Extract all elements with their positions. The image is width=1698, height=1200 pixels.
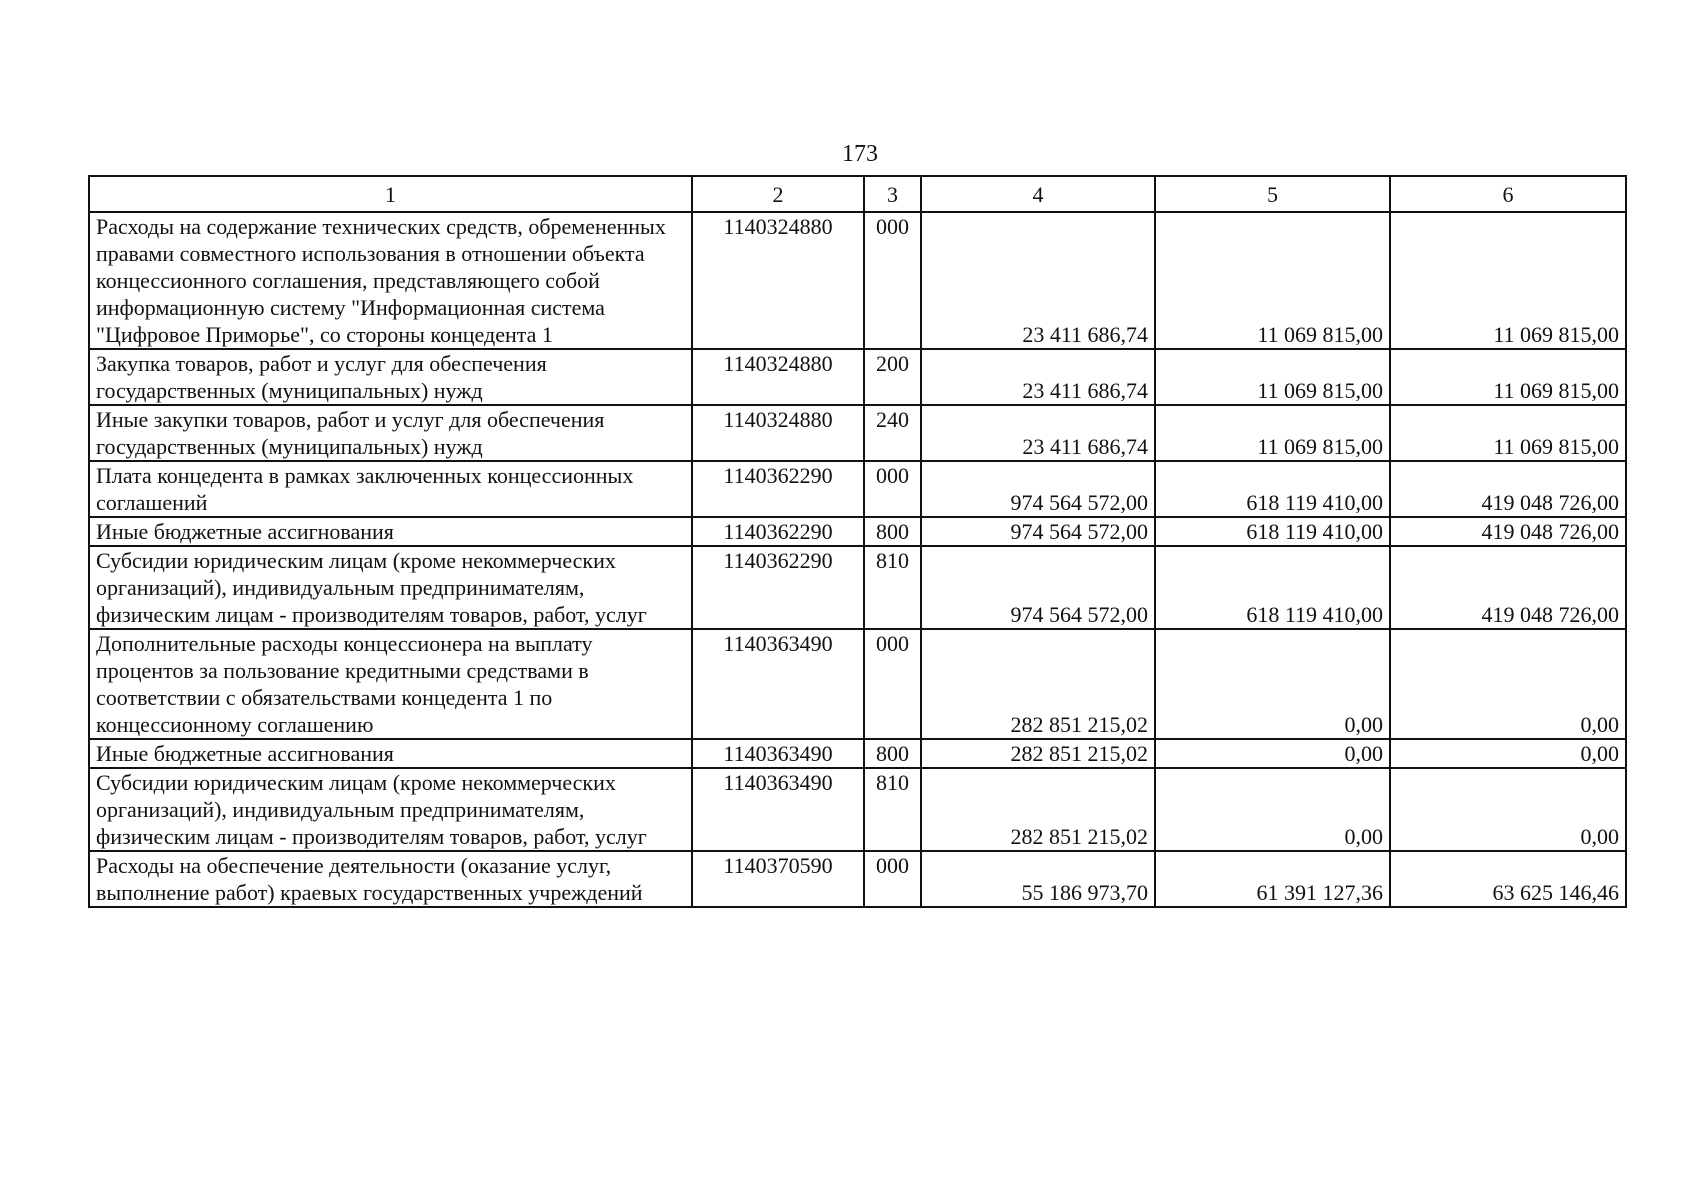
expense-name-cell: Иные бюджетные ассигнования <box>89 517 692 546</box>
column-header-1: 1 <box>89 176 692 212</box>
target-code-cell: 1140363490 <box>692 768 864 851</box>
column-header-2: 2 <box>692 176 864 212</box>
amount-col5-cell: 61 391 127,36 <box>1155 851 1390 907</box>
expense-name-cell: Плата концедента в рамках заключенных концессионных соглашений <box>89 461 692 517</box>
amount-col4-cell: 974 564 572,00 <box>921 546 1155 629</box>
amount-col6-cell: 63 625 146,46 <box>1390 851 1626 907</box>
amount-col5-cell: 11 069 815,00 <box>1155 349 1390 405</box>
amount-col6-cell: 11 069 815,00 <box>1390 405 1626 461</box>
target-code-cell: 1140362290 <box>692 517 864 546</box>
amount-col5-cell: 0,00 <box>1155 629 1390 739</box>
budget-table <box>88 175 1627 908</box>
expense-type-cell: 000 <box>864 851 921 907</box>
target-code-cell: 1140363490 <box>692 629 864 739</box>
target-code-cell: 1140362290 <box>692 461 864 517</box>
page-number: 173 <box>842 141 878 167</box>
amount-col5-cell: 11 069 815,00 <box>1155 212 1390 349</box>
amount-col5-cell: 618 119 410,00 <box>1155 461 1390 517</box>
table-row <box>89 405 1626 461</box>
table-row <box>89 629 1626 739</box>
amount-col6-cell: 11 069 815,00 <box>1390 212 1626 349</box>
amount-col4-cell: 282 851 215,02 <box>921 768 1155 851</box>
amount-col6-cell: 0,00 <box>1390 629 1626 739</box>
target-code-cell: 1140363490 <box>692 739 864 768</box>
expense-name-cell: Субсидии юридическим лицам (кроме некоммерческих организаций), индивидуальным предпринимателям, физическим лицам - производителям товаров, работ, услуг <box>89 768 692 851</box>
expense-type-cell: 810 <box>864 546 921 629</box>
amount-col4-cell: 282 851 215,02 <box>921 739 1155 768</box>
table-row <box>89 546 1626 629</box>
amount-col6-cell: 419 048 726,00 <box>1390 546 1626 629</box>
expense-name-cell: Расходы на обеспечение деятельности (оказание услуг, выполнение работ) краевых государственных учреждений <box>89 851 692 907</box>
amount-col6-cell: 0,00 <box>1390 768 1626 851</box>
target-code-cell: 1140324880 <box>692 405 864 461</box>
expense-type-cell: 800 <box>864 517 921 546</box>
amount-col4-cell: 23 411 686,74 <box>921 405 1155 461</box>
amount-col5-cell: 618 119 410,00 <box>1155 517 1390 546</box>
expense-type-cell: 000 <box>864 629 921 739</box>
amount-col5-cell: 618 119 410,00 <box>1155 546 1390 629</box>
header-row <box>89 176 1626 212</box>
amount-col4-cell: 974 564 572,00 <box>921 517 1155 546</box>
target-code-cell: 1140324880 <box>692 212 864 349</box>
table-row <box>89 768 1626 851</box>
amount-col6-cell: 419 048 726,00 <box>1390 461 1626 517</box>
amount-col6-cell: 0,00 <box>1390 739 1626 768</box>
target-code-cell: 1140370590 <box>692 851 864 907</box>
target-code-cell: 1140324880 <box>692 349 864 405</box>
amount-col6-cell: 11 069 815,00 <box>1390 349 1626 405</box>
expense-name-cell: Иные бюджетные ассигнования <box>89 739 692 768</box>
amount-col4-cell: 55 186 973,70 <box>921 851 1155 907</box>
expense-name-cell: Дополнительные расходы концессионера на выплату процентов за пользование кредитными средствами в соответствии с обязательствами концедента 1 по концессионному соглашению <box>89 629 692 739</box>
expense-name-cell: Субсидии юридическим лицам (кроме некоммерческих организаций), индивидуальным предпринимателям, физическим лицам - производителям товаров, работ, услуг <box>89 546 692 629</box>
amount-col4-cell: 23 411 686,74 <box>921 349 1155 405</box>
table-row <box>89 851 1626 907</box>
column-header-6: 6 <box>1390 176 1626 212</box>
amount-col4-cell: 23 411 686,74 <box>921 212 1155 349</box>
expense-type-cell: 000 <box>864 461 921 517</box>
column-header-4: 4 <box>921 176 1155 212</box>
expense-type-cell: 810 <box>864 768 921 851</box>
amount-col6-cell: 419 048 726,00 <box>1390 517 1626 546</box>
amount-col5-cell: 0,00 <box>1155 739 1390 768</box>
expense-name-cell: Иные закупки товаров, работ и услуг для обеспечения государственных (муниципальных) нужд <box>89 405 692 461</box>
table-row <box>89 349 1626 405</box>
expense-type-cell: 800 <box>864 739 921 768</box>
amount-col4-cell: 282 851 215,02 <box>921 629 1155 739</box>
target-code-cell: 1140362290 <box>692 546 864 629</box>
column-header-3: 3 <box>864 176 921 212</box>
table-row <box>89 739 1626 768</box>
expense-type-cell: 240 <box>864 405 921 461</box>
column-header-5: 5 <box>1155 176 1390 212</box>
amount-col4-cell: 974 564 572,00 <box>921 461 1155 517</box>
expense-name-cell: Расходы на содержание технических средств, обремененных правами совместного использования в отношении объекта концессионного соглашения, представляющего собой информационную систему "Информационная система "Цифровое Приморье", со стороны концедента 1 <box>89 212 692 349</box>
amount-col5-cell: 0,00 <box>1155 768 1390 851</box>
expense-type-cell: 200 <box>864 349 921 405</box>
amount-col5-cell: 11 069 815,00 <box>1155 405 1390 461</box>
expense-type-cell: 000 <box>864 212 921 349</box>
expense-name-cell: Закупка товаров, работ и услуг для обеспечения государственных (муниципальных) нужд <box>89 349 692 405</box>
table-row <box>89 461 1626 517</box>
table-row <box>89 212 1626 349</box>
table-row <box>89 517 1626 546</box>
